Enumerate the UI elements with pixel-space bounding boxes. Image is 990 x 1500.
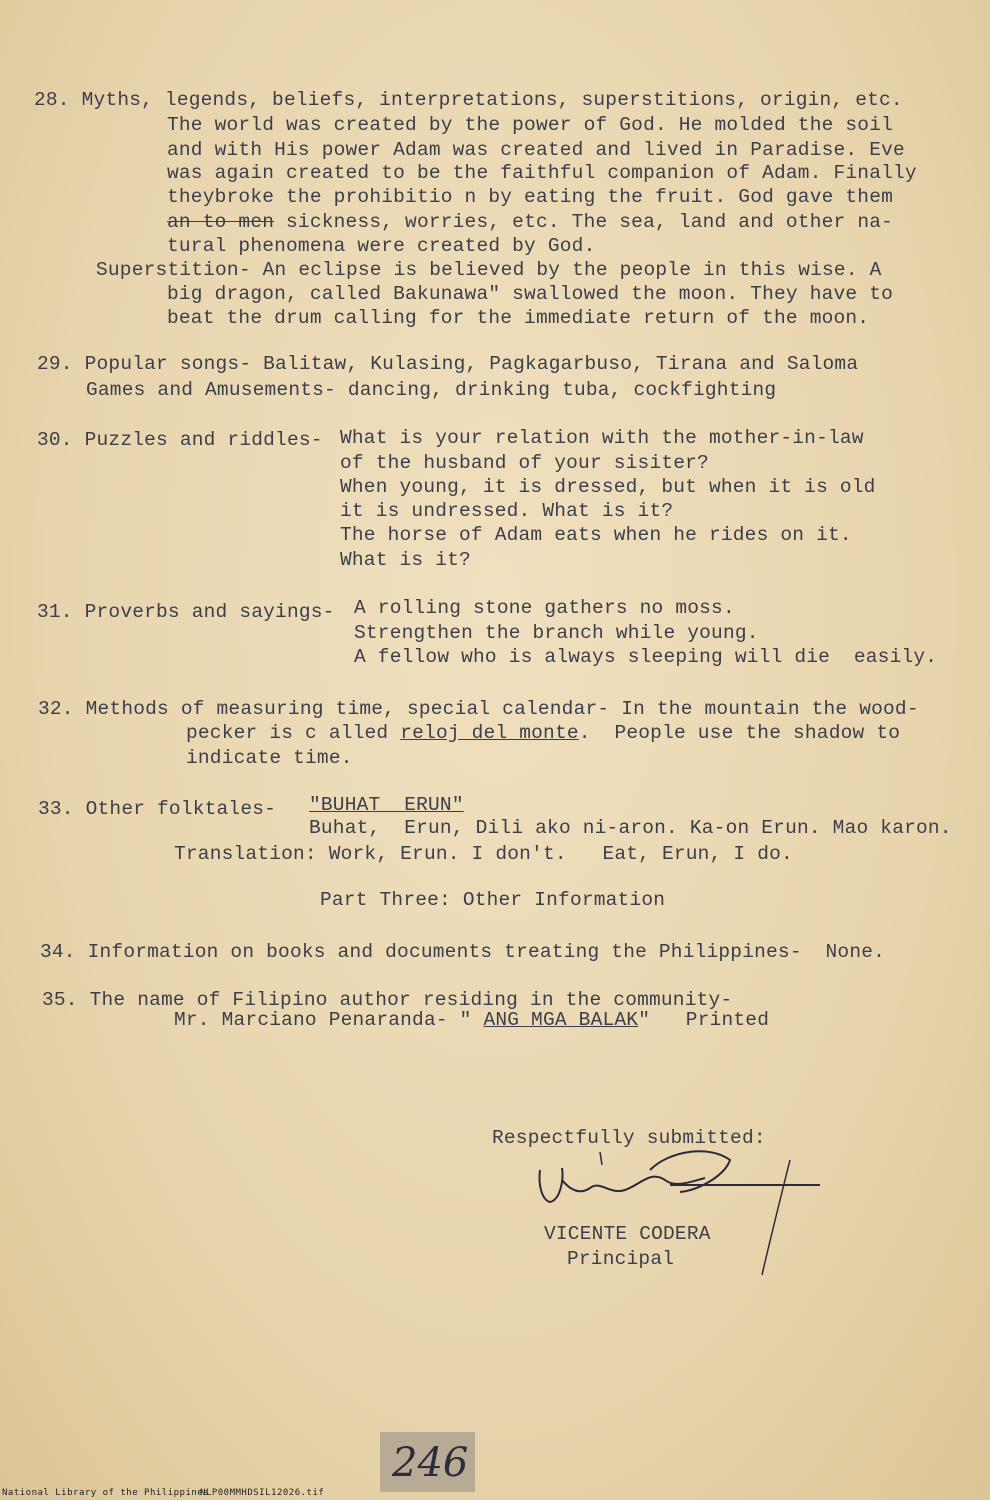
riddle-text: When young, it is dressed, but when it is old bbox=[340, 476, 876, 498]
item-28-text: an to men sickness, worries, etc. The sea, land and other na- bbox=[167, 211, 894, 233]
riddle-text: The horse of Adam eats when he rides on it. bbox=[340, 524, 852, 546]
folktale-text: Buhat, Erun, Dili ako ni-aron. Ka-on Erun. Mao karon. bbox=[309, 817, 952, 839]
struck-text: an to men bbox=[167, 211, 275, 233]
item-32-heading: 32. Methods of measuring time, special calendar- In the mountain the wood- bbox=[38, 698, 919, 720]
signatory-name: VICENTE CODERA bbox=[544, 1223, 711, 1245]
item-35-heading: 35. The name of Filipino author residing in the community- bbox=[42, 989, 733, 1011]
item-28-text: and with His power Adam was created and lived in Paradise. Eve bbox=[167, 139, 905, 161]
folktale-translation: Translation: Work, Erun. I don't. Eat, Erun, I do. bbox=[174, 843, 793, 865]
folktale-title: "BUHAT ERUN" bbox=[309, 794, 464, 816]
proverb-text: A rolling stone gathers no moss. bbox=[354, 597, 735, 619]
item-32-text: indicate time. bbox=[186, 747, 353, 769]
signatory-title: Principal bbox=[567, 1248, 675, 1270]
item-33-heading: 33. Other folktales- bbox=[38, 798, 277, 820]
underlined-term: reloj del monte bbox=[400, 722, 579, 744]
item-28-text: was again created to be the faithful companion of Adam. Finally bbox=[167, 162, 917, 184]
footer-institution: National Library of the Philippines bbox=[2, 1488, 210, 1498]
item-29-heading: 29. Popular songs- Balitaw, Kulasing, Pagkagarbuso, Tirana and Saloma bbox=[37, 353, 859, 375]
riddle-text: it is undressed. What is it? bbox=[340, 500, 674, 522]
superstition-text: big dragon, called Bakunawa" swallowed the moon. They have to bbox=[167, 283, 894, 305]
closing-text: Respectfully submitted: bbox=[492, 1127, 766, 1149]
proverb-text: A fellow who is always sleeping will die easily. bbox=[354, 646, 938, 668]
item-28-heading: 28. Myths, legends, beliefs, interpretations, superstitions, origin, etc. bbox=[34, 89, 903, 111]
superstition-text: beat the drum calling for the immediate return of the moon. bbox=[167, 307, 870, 329]
item-28-text: The world was created by the power of God. He molded the soil bbox=[167, 114, 894, 136]
item-31-heading: 31. Proverbs and sayings- bbox=[37, 601, 335, 623]
item-34-heading: 34. Information on books and documents treating the Philippines- None. bbox=[40, 941, 886, 963]
inserted-word: they bbox=[167, 186, 215, 208]
superstition-text: Superstition- An eclipse is believed by the people in this wise. A bbox=[96, 259, 882, 281]
item-30-heading: 30. Puzzles and riddles- bbox=[37, 429, 323, 451]
item-28-text: theybroke the prohibitio n by eating the fruit. God gave them bbox=[167, 186, 894, 208]
part-three-title: Part Three: Other Information bbox=[320, 889, 666, 911]
riddle-text: What is it? bbox=[340, 549, 471, 571]
proverb-text: Strengthen the branch while young. bbox=[354, 622, 759, 644]
item-35-text: Mr. Marciano Penaranda- " ANG MGA BALAK" Printed bbox=[174, 1009, 770, 1031]
book-title: ANG MGA BALAK bbox=[483, 1009, 639, 1031]
footer-filename: NLP00MMHDSIL12026.tif bbox=[200, 1488, 325, 1498]
riddle-text: of the husband of your sisiter? bbox=[340, 452, 709, 474]
page-number: 246 bbox=[392, 1440, 469, 1486]
item-32-text: pecker is c alled reloj del monte. People use the shadow to bbox=[186, 722, 901, 744]
riddle-text: What is your relation with the mother-in-law bbox=[340, 427, 864, 449]
item-28-text: tural phenomena were created by God. bbox=[167, 235, 596, 257]
item-29-text: Games and Amusements- dancing, drinking tuba, cockfighting bbox=[86, 379, 777, 401]
